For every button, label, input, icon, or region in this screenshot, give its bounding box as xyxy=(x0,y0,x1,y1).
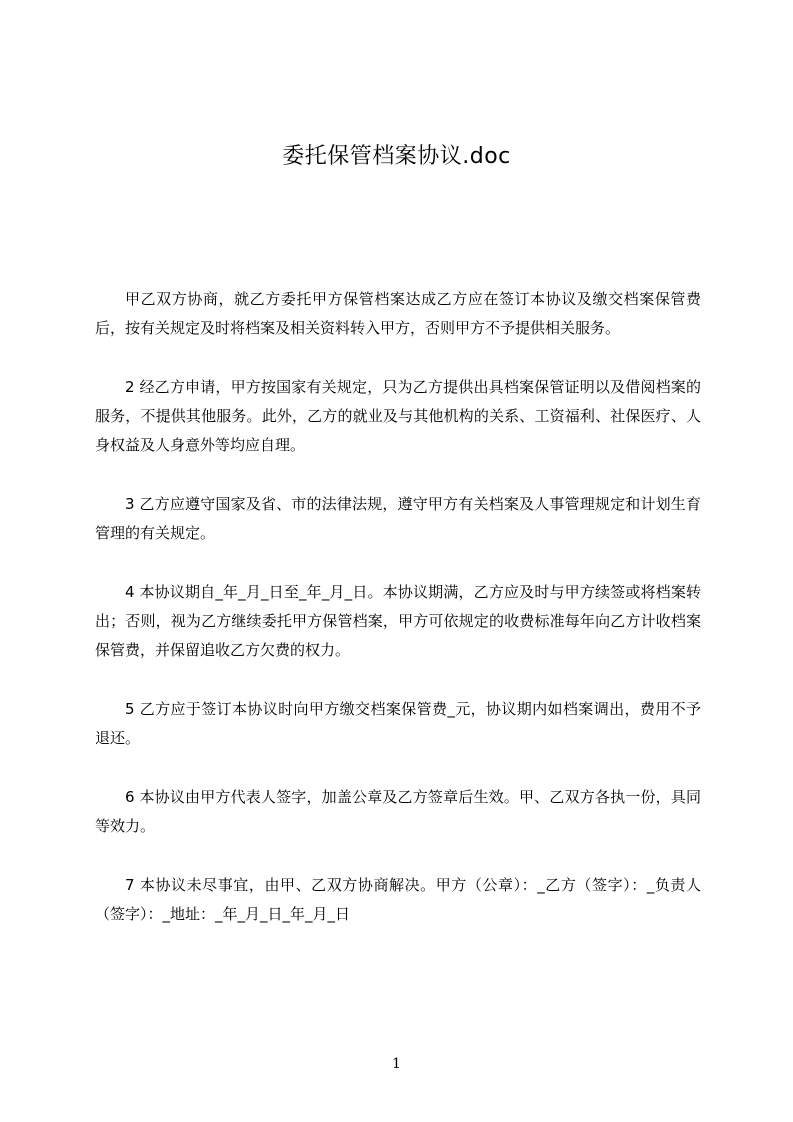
paragraph-3: 3 乙方应遵守国家及省、市的法律法规，遵守甲方有关档案及人事管理规定和计划生育管理的有关规定。 xyxy=(95,495,701,542)
paragraph-7: 7 本协议未尽事宜，由甲、乙双方协商解决。甲方（公章）：_乙方（签字）：_负责人（签字）：_地址：_年_月_日_年_月_日 xyxy=(95,876,701,923)
paragraph-6: 6 本协议由甲方代表人签字，加盖公章及乙方签章后生效。甲、乙双方各执一份，具同等效力。 xyxy=(95,788,701,835)
paragraph-2: 2 经乙方申请，甲方按国家有关规定，只为乙方提供出具档案保管证明以及借阅档案的服务，不提供其他服务。此外，乙方的就业及与其他机构的关系、工资福利、社保医疗、人身权益及人身意外等均应自理。 xyxy=(95,378,701,454)
paragraph-5: 5 乙方应于签订本协议时向甲方缴交档案保管费_元，协议期内如档案调出，费用不予退还。 xyxy=(95,700,701,747)
paragraph-1: 甲乙双方协商，就乙方委托甲方保管档案达成乙方应在签订本协议及缴交档案保管费后，按有关规定及时将档案及相关资料转入甲方，否则甲方不予提供相关服务。 xyxy=(95,290,701,337)
page-number: 1 xyxy=(392,1056,401,1072)
paragraph-4: 4 本协议期自_年_月_日至_年_月_日。本协议期满，乙方应及时与甲方续签或将档案转出；否则，视为乙方继续委托甲方保管档案，甲方可依规定的收费标准每年向乙方计收档案保管费，并保留追收乙方欠费的权力。 xyxy=(95,583,701,659)
document-title: 委托保管档案协议.doc xyxy=(282,144,511,169)
document-body xyxy=(95,285,701,959)
